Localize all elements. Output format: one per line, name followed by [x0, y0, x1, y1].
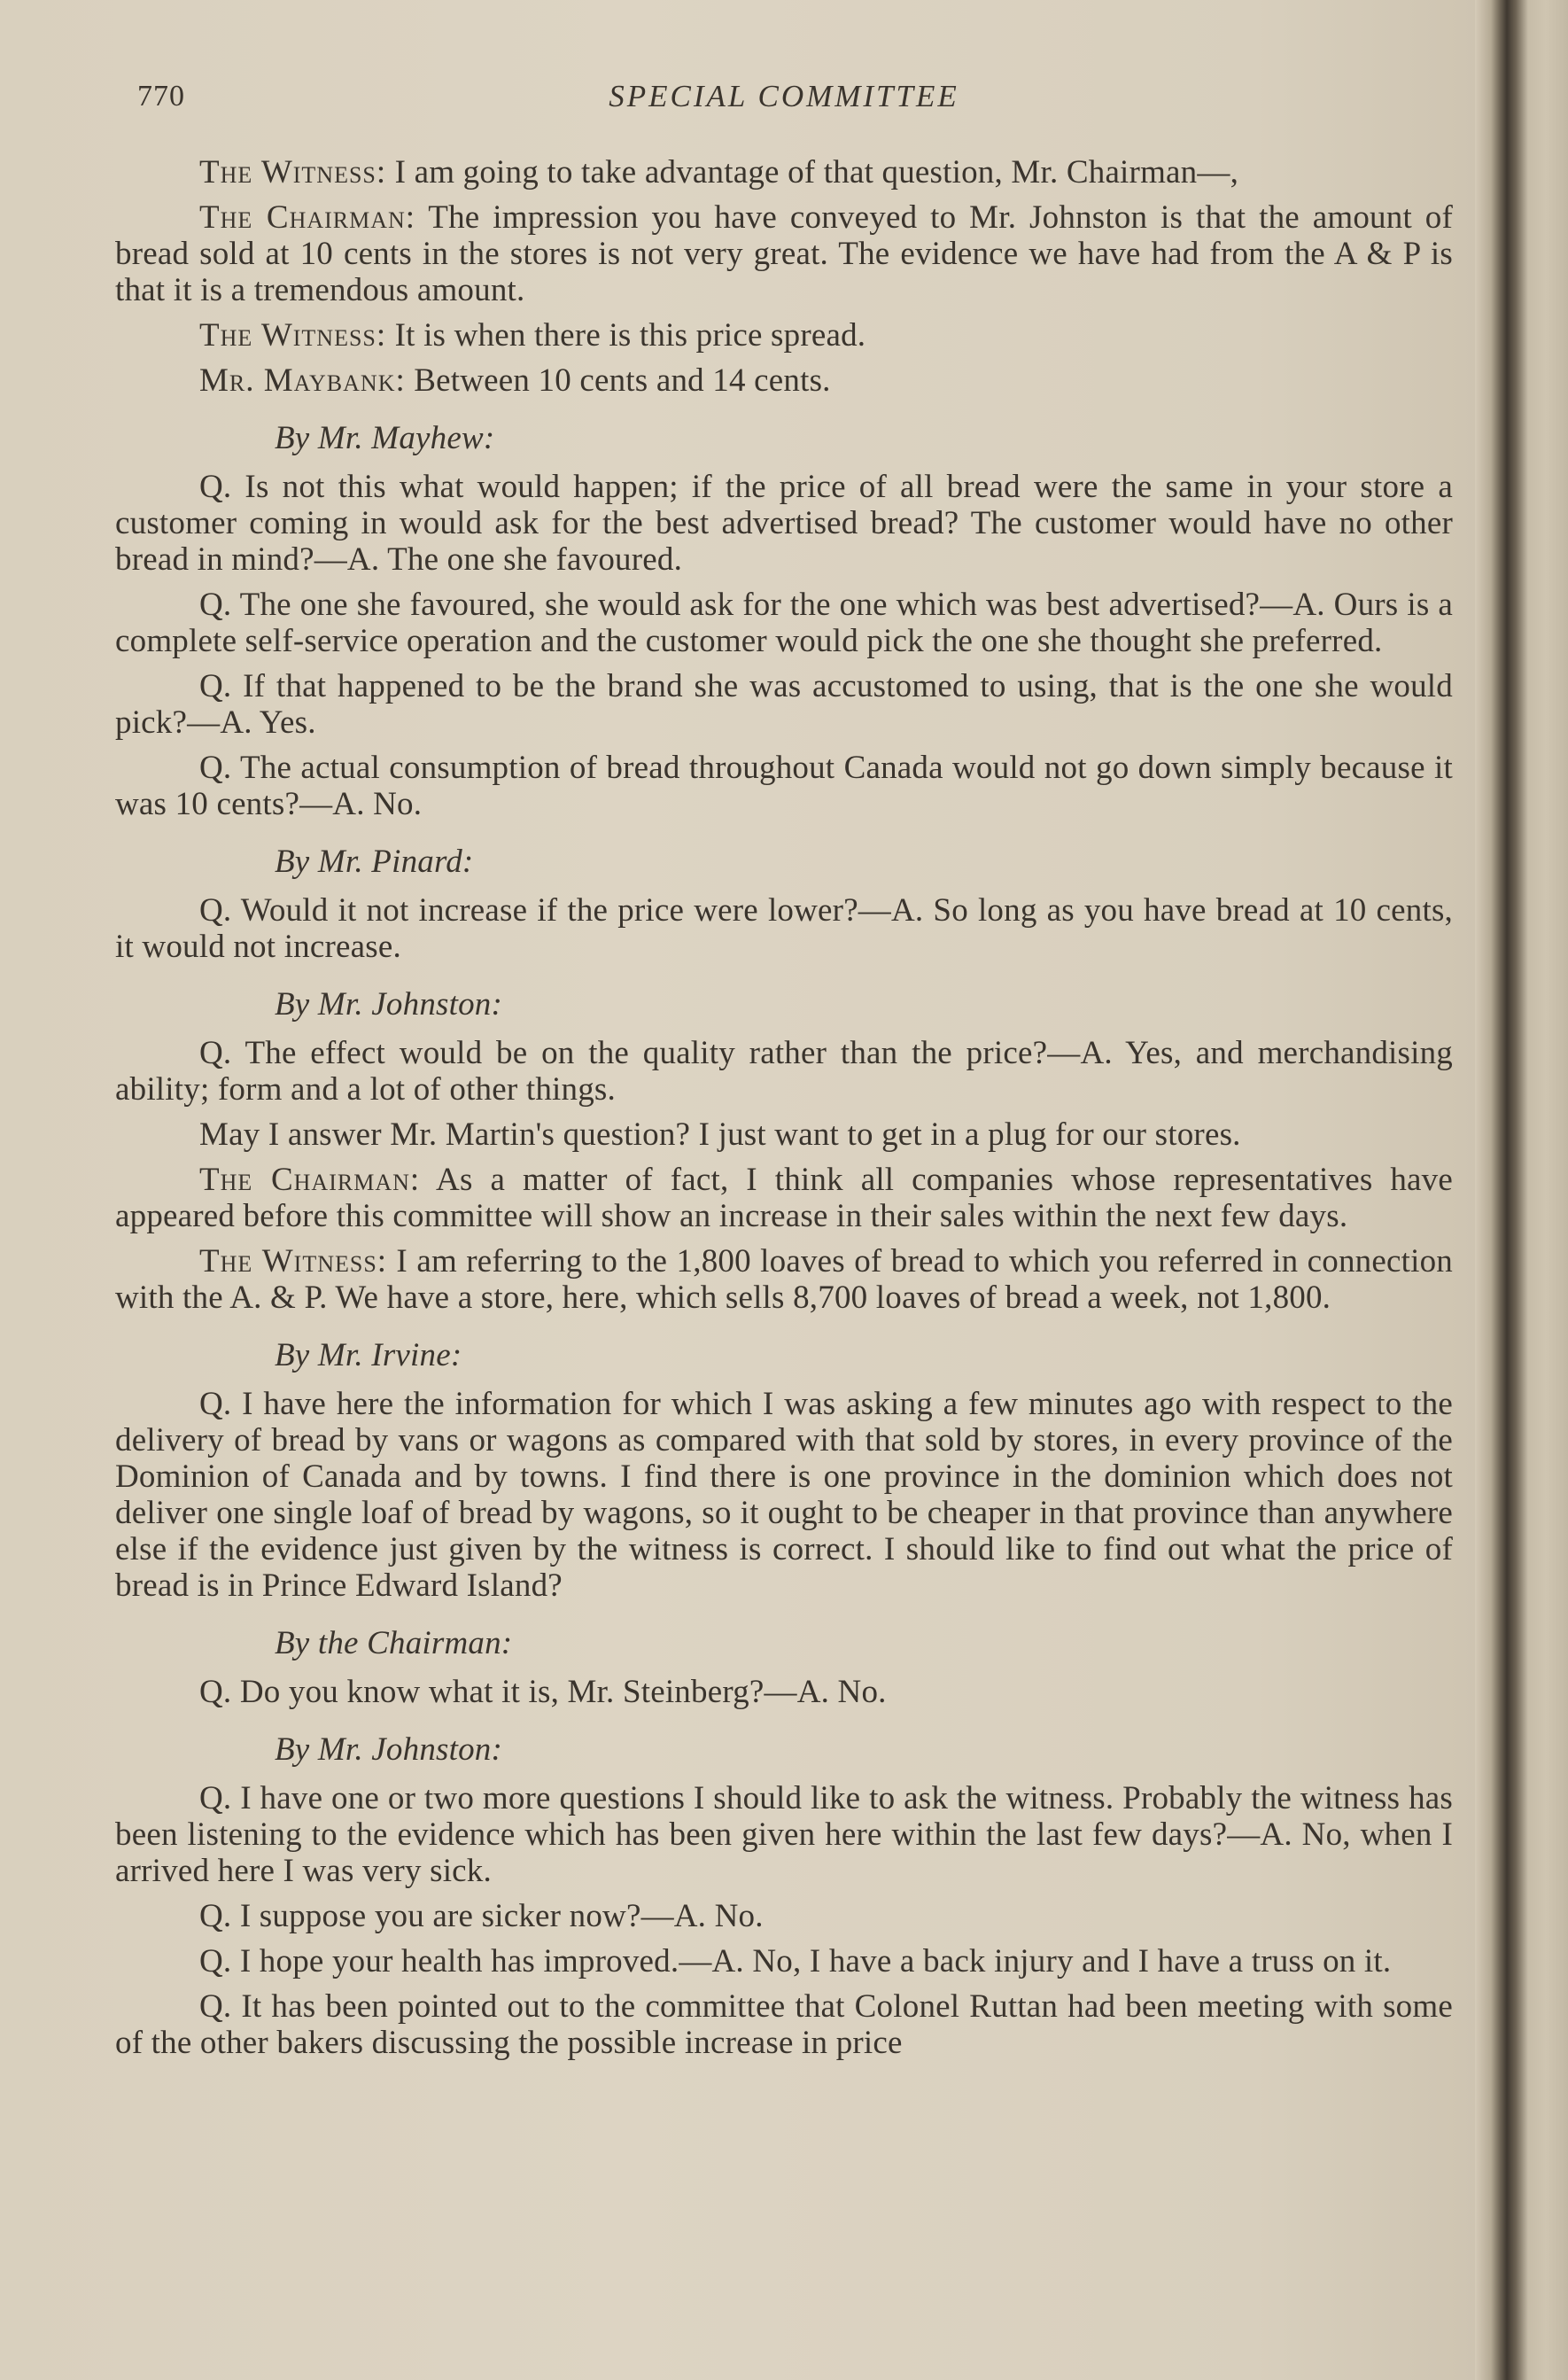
- speech-text: It is when there is this price spread.: [386, 317, 866, 354]
- paragraph: [115, 199, 1453, 308]
- speech-text: The impression you have conveyed to Mr. Johnston is that the amount of bread sold at 10 cents in the stores is not very great. The evidence we have had from the A & P is that it is a tremendous amount.: [115, 199, 1453, 308]
- speech-text: I am going to take advantage of that question, Mr. Chairman—,: [386, 154, 1239, 191]
- question-answer: Q. I hope your health has improved.—A. No, I have a back injury and I have a truss on it.: [199, 1943, 1392, 1979]
- paragraph: [115, 1243, 1453, 1316]
- page-number: 770: [137, 80, 185, 113]
- question-answer: Q. It has been pointed out to the committee that Colonel Ruttan had been meeting with some of the other bakers discussing the possible increase in price: [115, 1988, 1453, 2061]
- running-head: SPECIAL COMMITTEE: [609, 79, 959, 113]
- paragraph: [115, 154, 1453, 191]
- examiner-heading: By Mr. Pinard:: [275, 844, 474, 880]
- speaker-label: The Witness:: [199, 317, 387, 354]
- paragraph: [115, 1162, 1453, 1234]
- speech-text: Between 10 cents and 14 cents.: [405, 362, 831, 399]
- examiner-heading: By Mr. Johnston:: [275, 1731, 503, 1768]
- question-answer: Q. I suppose you are sicker now?—A. No.: [199, 1898, 764, 1934]
- examiner-heading: By the Chairman:: [275, 1625, 513, 1661]
- examiner-heading: By Mr. Johnston:: [275, 986, 503, 1023]
- paragraph: May I answer Mr. Martin's question? I just want to get in a plug for our stores.: [199, 1116, 1241, 1153]
- question-answer: Q. I have here the information for which I was asking a few minutes ago with respect to the delivery of bread by vans or wagons as compared with that sold by stores, in every province of the Dominion of Canada and by towns. I find there is one province in the dominion which does not deliver one single loaf of bread by wagons, so it ought to be cheaper in that province than anywhere else if the evidence just given by the witness is correct. I should like to find out what the price of bread is in Prince Edward Island?: [115, 1386, 1453, 1604]
- speaker-label: The Chairman:: [199, 1162, 421, 1198]
- question-answer: Q. If that happened to be the brand she was accustomed to using, that is the one she would pick?—A. Yes.: [115, 668, 1453, 741]
- question-answer: Q. The actual consumption of bread throughout Canada would not go down simply because it was 10 cents?—A. No.: [115, 750, 1453, 822]
- speaker-label: The Witness:: [199, 154, 387, 191]
- speech-text: I am referring to the 1,800 loaves of bread to which you referred in connection with the A. & P. We have a store, here, which sells 8,700 loaves of bread a week, not 1,800.: [115, 1243, 1453, 1316]
- page-header: [115, 71, 1453, 124]
- question-answer: Q. Is not this what would happen; if the price of all bread were the same in your store a customer coming in would ask for the best advertised bread? The customer would have no other bread in mind?—A. The one she favoured.: [115, 469, 1453, 578]
- speaker-label: The Chairman:: [199, 199, 416, 236]
- question-answer: Q. I have one or two more questions I should like to ask the witness. Probably the witness has been listening to the evidence which has been given here within the last few days?—A. No, when I arrived here I was very sick.: [115, 1780, 1453, 1889]
- examiner-heading: By Mr. Mayhew:: [275, 420, 495, 456]
- speech-text: As a matter of fact, I think all companies whose representatives have appeared before this committee will show an increase in their sales within the next few days.: [115, 1162, 1453, 1234]
- speaker-label: Mr. Maybank:: [199, 362, 406, 399]
- paragraph: [115, 317, 1453, 354]
- paragraph: [115, 362, 1453, 399]
- question-answer: Q. The one she favoured, she would ask for the one which was best advertised?—A. Ours is a complete self-service operation and the customer would pick the one she thought she preferred.: [115, 587, 1453, 659]
- page-text: [115, 71, 1453, 2070]
- question-answer: Q. Do you know what it is, Mr. Steinberg?—A. No.: [199, 1674, 887, 1710]
- speaker-label: The Witness:: [199, 1243, 388, 1279]
- book-binding-edge: [1475, 0, 1568, 2380]
- question-answer: Q. Would it not increase if the price were lower?—A. So long as you have bread at 10 cents, it would not increase.: [115, 892, 1453, 965]
- question-answer: Q. The effect would be on the quality rather than the price?—A. Yes, and merchandising ability; form and a lot of other things.: [115, 1035, 1453, 1108]
- examiner-heading: By Mr. Irvine:: [275, 1337, 462, 1373]
